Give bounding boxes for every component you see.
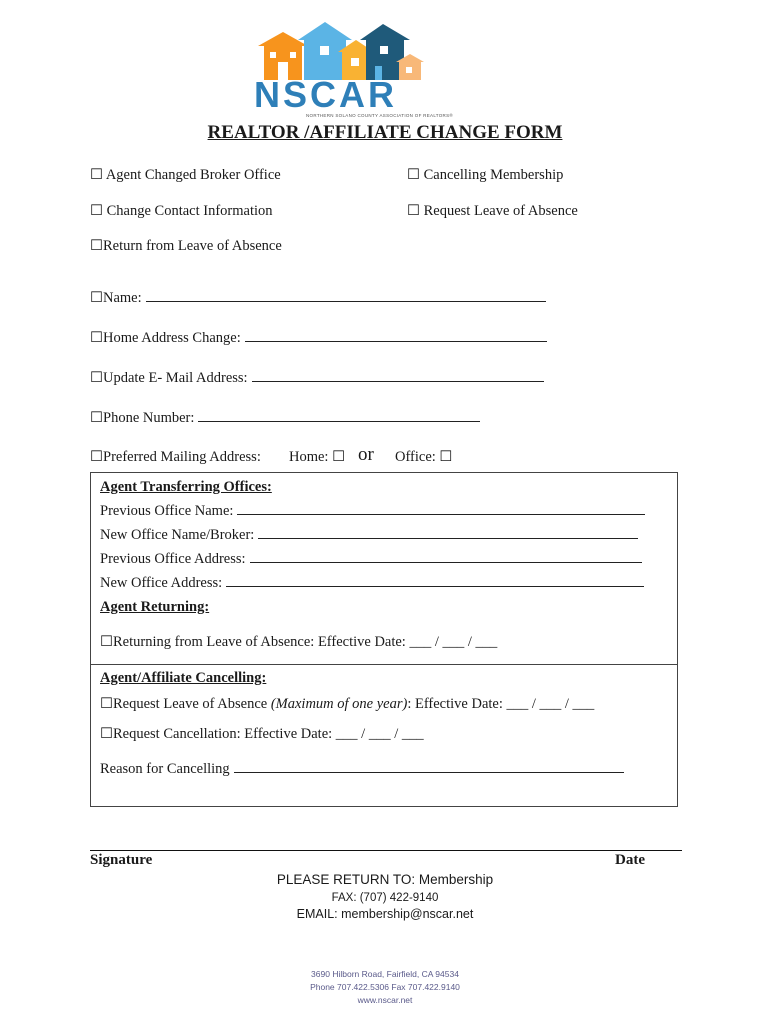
field-email[interactable] <box>90 369 544 387</box>
previous-office-name-blank[interactable] <box>237 502 645 515</box>
field-name[interactable] <box>90 289 546 307</box>
name-blank[interactable] <box>146 289 546 302</box>
reason-blank[interactable] <box>234 760 624 773</box>
mailing-home-checkbox[interactable]: Home: ☐ <box>289 449 346 465</box>
mailing-office-checkbox[interactable]: Office: ☐ <box>395 449 453 465</box>
option-change-contact[interactable]: ☐ Change Contact Information <box>90 203 273 219</box>
previous-office-name-row[interactable] <box>100 502 645 520</box>
new-office-name-row[interactable] <box>100 526 638 544</box>
cancelling-section <box>90 664 678 807</box>
date-label: Date <box>615 852 645 868</box>
cancelling-heading: Agent/Affiliate Cancelling: <box>100 670 267 686</box>
return-fax: FAX: (707) 422-9140 <box>331 892 439 904</box>
request-leave-suffix: : Effective Date: ___ / ___ / ___ <box>407 696 595 712</box>
option-cancelling-membership[interactable]: ☐ Cancelling Membership <box>407 167 564 183</box>
page-title: REALTOR /AFFILIATE CHANGE FORM <box>207 122 563 143</box>
email-blank[interactable] <box>252 369 544 382</box>
option-agent-changed-broker[interactable]: ☐ Agent Changed Broker Office <box>90 167 281 183</box>
returning-heading: Agent Returning: <box>100 599 210 615</box>
previous-office-address-blank[interactable] <box>250 550 642 563</box>
request-leave-prefix: ☐Request Leave of Absence <box>100 696 271 712</box>
previous-office-name-label: Previous Office Name: <box>100 503 234 519</box>
signature-label: Signature <box>90 852 153 868</box>
new-office-address-row[interactable] <box>100 574 644 592</box>
transfer-returning-section <box>90 472 678 665</box>
return-email: EMAIL: membership@nscar.net <box>296 907 474 921</box>
new-office-address-label: New Office Address: <box>100 575 223 591</box>
field-mailing-address: ☐Preferred Mailing Address: <box>90 449 261 465</box>
field-phone[interactable] <box>90 409 480 427</box>
field-home-address[interactable] <box>90 329 547 347</box>
option-return-from-leave[interactable]: ☐Return from Leave of Absence <box>90 238 282 254</box>
new-office-address-blank[interactable] <box>226 574 644 587</box>
request-leave-maximum: (Maximum of one year) <box>270 696 408 712</box>
return-to-line: PLEASE RETURN TO: Membership <box>276 872 494 887</box>
reason-label: Reason for Cancelling <box>100 761 230 777</box>
request-leave-line[interactable] <box>100 696 594 713</box>
logo-tagline: NORTHERN SOLANO COUNTY ASSOCIATION OF REALTORS® <box>306 113 454 118</box>
option-request-leave[interactable]: ☐ Request Leave of Absence <box>407 203 578 219</box>
field-email-label: ☐Update E- Mail Address: <box>90 370 248 386</box>
transfer-heading: Agent Transferring Offices: <box>100 479 272 495</box>
new-office-name-blank[interactable] <box>258 526 638 539</box>
phone-blank[interactable] <box>198 409 480 422</box>
logo-wordmark: NSCAR <box>254 74 398 115</box>
field-name-label: ☐Name: <box>90 290 142 306</box>
field-home-address-label: ☐Home Address Change: <box>90 330 241 346</box>
home-address-blank[interactable] <box>245 329 547 342</box>
new-office-name-label: New Office Name/Broker: <box>100 527 255 543</box>
previous-office-address-label: Previous Office Address: <box>100 551 246 567</box>
footer-website[interactable]: www.nscar.net <box>357 995 413 1005</box>
mailing-or-text: or <box>358 444 374 465</box>
footer-phone-fax: Phone 707.422.5306 Fax 707.422.9140 <box>310 982 460 992</box>
reason-row[interactable] <box>100 760 624 778</box>
returning-from-leave-line[interactable]: ☐Returning from Leave of Absence: Effective Date: ___ / ___ / ___ <box>100 634 498 650</box>
previous-office-address-row[interactable] <box>100 550 642 568</box>
signature-line[interactable] <box>90 850 682 851</box>
request-cancellation-line[interactable]: ☐Request Cancellation: Effective Date: ___ / ___ / ___ <box>100 726 424 742</box>
nscar-logo <box>250 18 454 118</box>
field-phone-label: ☐Phone Number: <box>90 410 195 426</box>
footer-address: 3690 Hilborn Road, Fairfield, CA 94534 <box>311 969 459 979</box>
